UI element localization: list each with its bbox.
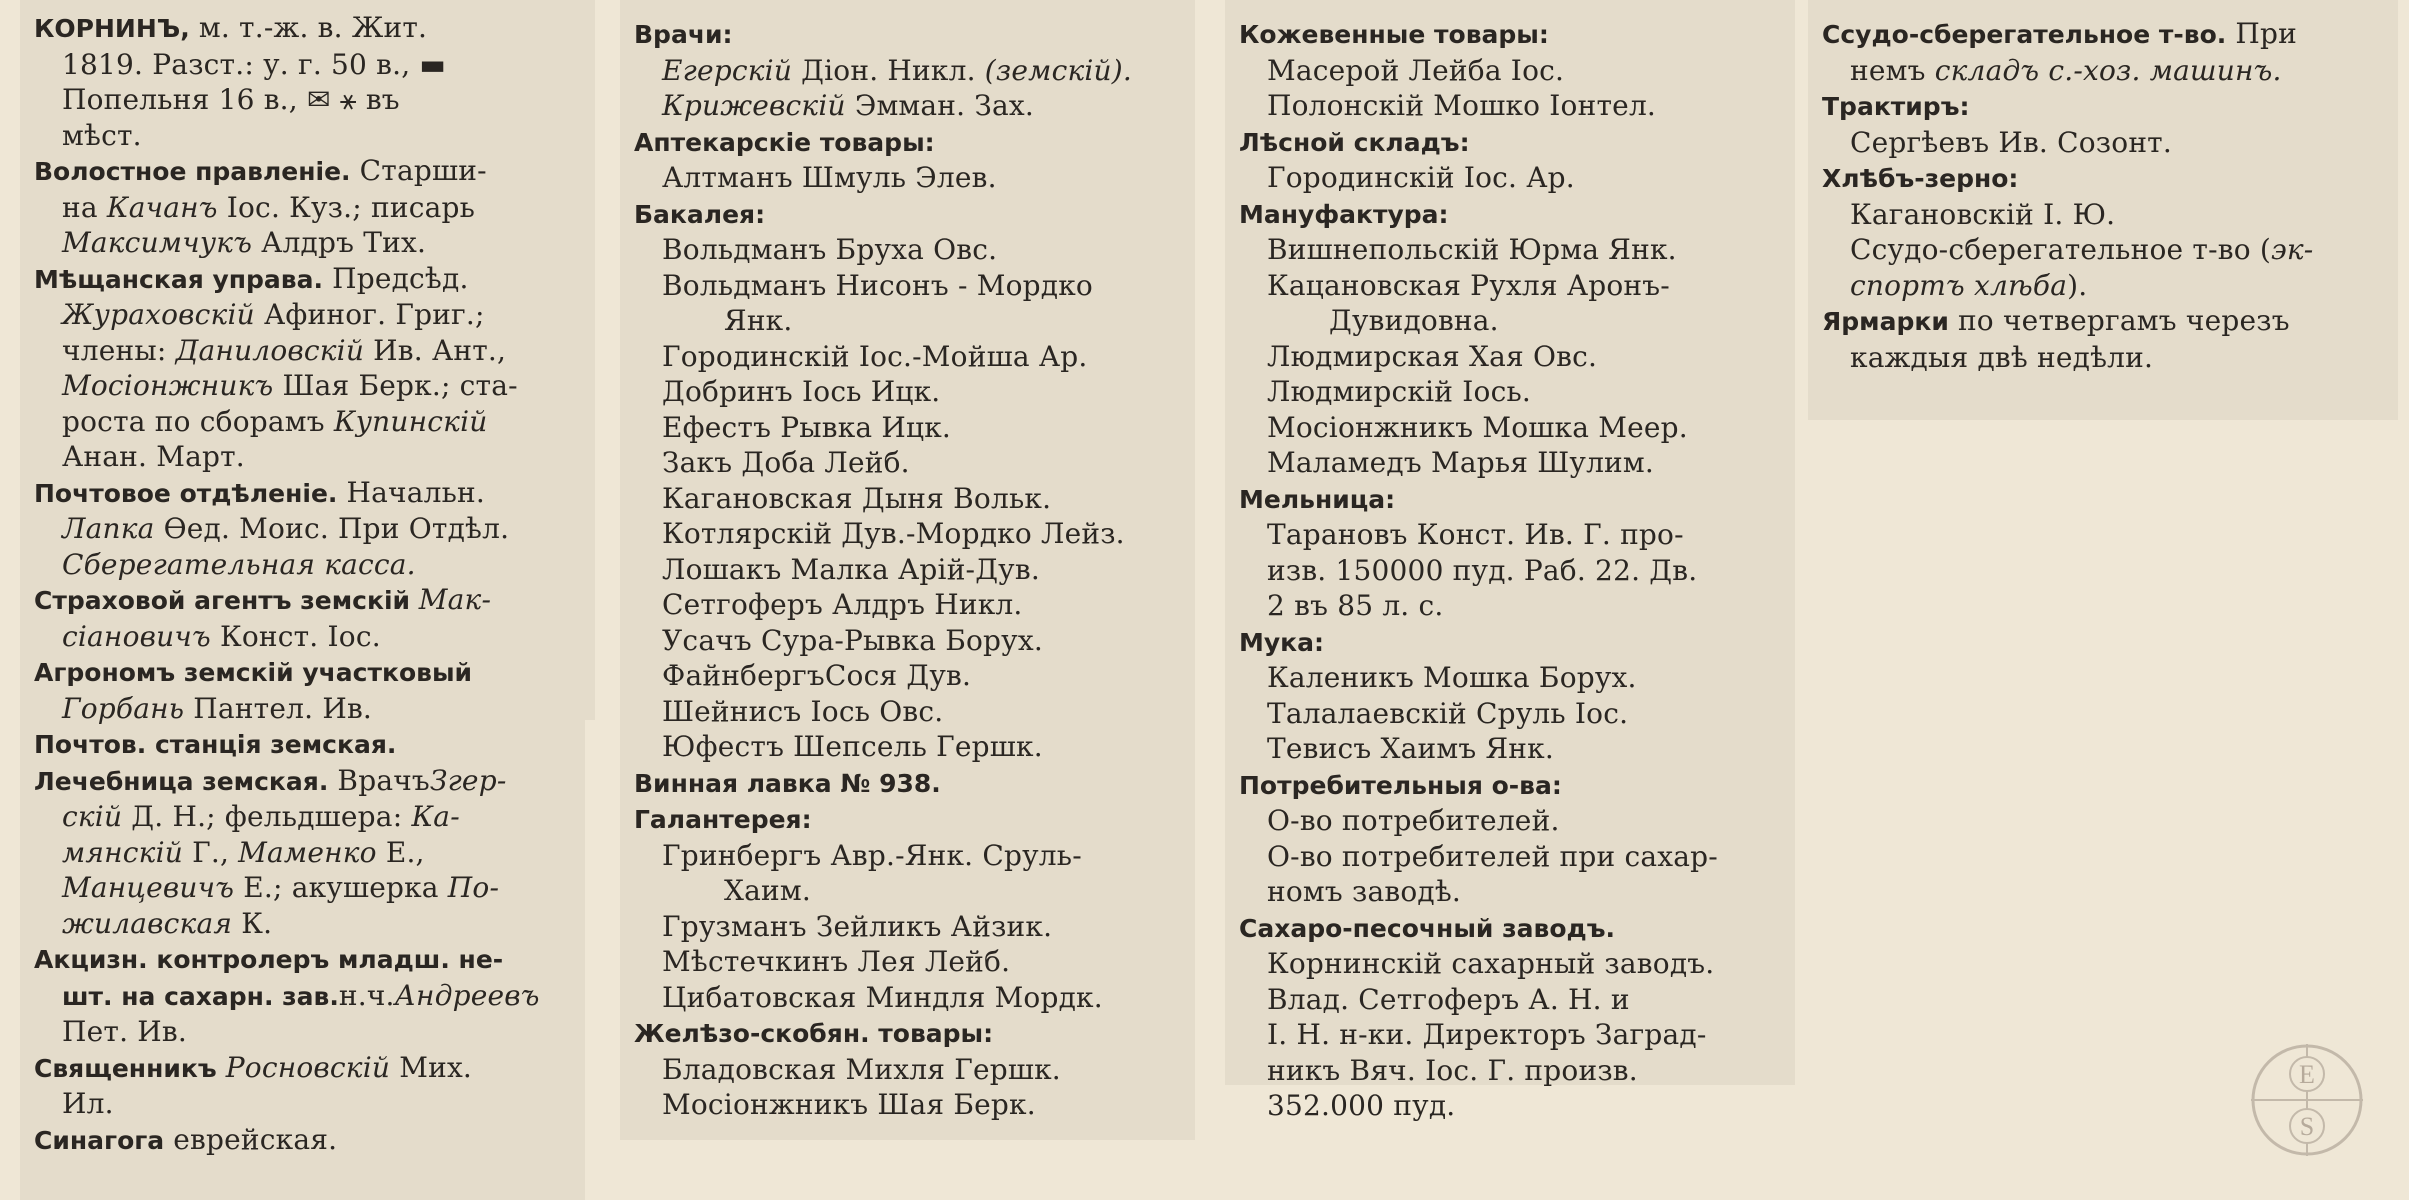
- col3-line: [1239, 410, 1781, 446]
- col4-line: [1822, 340, 2384, 376]
- entry-text: Лапка: [62, 512, 155, 545]
- entry-text: сiановичъ: [62, 619, 211, 653]
- col3-line: [1239, 1053, 1781, 1089]
- entry-text: Згер-: [429, 763, 507, 797]
- entry-heading: Винная лавка № 938.: [634, 768, 941, 798]
- col4-line: [1822, 232, 2384, 268]
- column-2: [620, 0, 1195, 1140]
- col3-line: [1239, 124, 1781, 161]
- entry-text: спортъ хлѣба: [1850, 268, 2068, 302]
- col3-line: [1239, 874, 1781, 910]
- col2-line: [634, 160, 1181, 196]
- stamp-letter-e: E: [2299, 1060, 2315, 1089]
- entry-text: никъ Вяч. Iос. Г. произв.: [1267, 1053, 1638, 1087]
- col1-line: [34, 582, 581, 619]
- entry-text: Шая Берк.; ста-: [273, 369, 518, 402]
- col2-line: [634, 268, 1181, 304]
- col1-line: [34, 190, 581, 226]
- entry-text: Закъ Доба Лейб.: [662, 446, 910, 479]
- entry-text: эк-: [2270, 233, 2314, 266]
- entry-text: Ил.: [62, 1087, 114, 1120]
- entry-text: Цибатовская Миндля Мордк.: [662, 980, 1103, 1014]
- col2-line: [634, 909, 1181, 945]
- entry-text: Мѣстечкинъ Лея Лейб.: [662, 945, 1011, 978]
- entry-heading: Агрономъ земскiй участковый: [34, 658, 473, 687]
- entry-heading: Врачи:: [634, 20, 733, 49]
- col3-line: [1239, 839, 1781, 875]
- col3-line: [1239, 624, 1781, 661]
- col1-line: [34, 47, 581, 83]
- col1-line: [34, 1122, 581, 1159]
- col3-line: [1239, 481, 1781, 518]
- entry-text: складъ с.-хоз. машинъ.: [1934, 53, 2282, 87]
- col3-line: [1239, 53, 1781, 89]
- entry-text: Алдръ Тих.: [252, 226, 427, 259]
- entry-text: По-: [447, 871, 500, 904]
- col2-line: [634, 1052, 1181, 1088]
- col3-line: [1239, 553, 1781, 589]
- entry-text: Добринъ Iось Ицк.: [662, 375, 941, 408]
- col1-line: [34, 619, 581, 655]
- entry-text: Тарановъ Конст. Ив. Г. про-: [1267, 518, 1684, 551]
- entry-text: Людмирскiй Iось.: [1267, 375, 1531, 408]
- entry-text: Юфестъ Шепсель Гершк.: [662, 730, 1043, 763]
- col1-line: [34, 870, 581, 906]
- col1-line: [34, 941, 581, 978]
- entry-text: Мак-: [418, 583, 492, 616]
- entry-text: Сергѣевъ Ив. Созонт.: [1850, 125, 2172, 159]
- col3-line: [1239, 374, 1781, 410]
- entry-text: Шейнисъ Iось Овс.: [662, 694, 944, 728]
- entry-text: Корнинскiй сахарный заводъ.: [1267, 947, 1715, 980]
- entry-heading: Сахаро-песочный заводъ.: [1239, 913, 1616, 943]
- col3-line: [1239, 268, 1781, 304]
- entry-text: каждыя двѣ недѣли.: [1850, 340, 2154, 374]
- col2-line: [634, 410, 1181, 446]
- entry-text: н.ч.: [338, 978, 395, 1012]
- entry-text: Пантел. Ив.: [184, 691, 373, 725]
- entry-text: Влад. Сетгоферъ А. Н. и: [1267, 982, 1630, 1016]
- col3-line: [1239, 982, 1781, 1018]
- entry-text: немъ: [1850, 53, 1935, 87]
- entry-text: Калeникъ Мошка Борух.: [1267, 661, 1637, 694]
- entry-text: Купинскiй: [333, 404, 488, 438]
- entry-text: Гринбергъ Авр.-Янк. Сруль-: [662, 838, 1082, 872]
- entry-text: Городинскiй Iос. Ар.: [1267, 161, 1575, 194]
- entry-text: жилавская: [62, 906, 233, 940]
- entry-heading: Ссудо-сберегательное т-во.: [1822, 20, 2227, 49]
- entry-heading: Бакалея:: [634, 199, 766, 229]
- entry-text: еврейская.: [164, 1122, 338, 1156]
- entry-heading: Аптекарскiе товары:: [634, 127, 935, 157]
- column-4-lines: [1822, 16, 2384, 375]
- entry-text: Маламедъ Марья Шулим.: [1267, 446, 1654, 479]
- col1-line: [34, 511, 581, 547]
- col3-line: [1239, 445, 1781, 481]
- entry-text: Горбань: [62, 691, 185, 725]
- entry-text: Мосiонжникъ Шая Берк.: [662, 1088, 1036, 1121]
- col3-line: [1239, 767, 1781, 804]
- entry-heading: Страховой агентъ земскiй: [34, 586, 419, 615]
- entry-text: Врачъ: [328, 763, 430, 797]
- entry-text: Алтманъ Шмуль Элев.: [662, 161, 997, 194]
- entry-text: Хаим.: [724, 874, 811, 907]
- entry-text: Мих.: [390, 1050, 473, 1084]
- entry-text: изв. 150000 пуд. Раб. 22. Дв.: [1267, 553, 1698, 587]
- entry-text: Даниловскiй: [175, 333, 365, 367]
- entry-heading: Трактиръ:: [1822, 92, 1970, 121]
- col2-line: [634, 694, 1181, 730]
- entry-text: Вольдманъ Бруха Овс.: [662, 233, 998, 266]
- entry-text: Грузманъ Зейликъ Айзик.: [662, 909, 1053, 943]
- col4-line: [1822, 303, 2384, 340]
- entry-heading: Священникъ: [34, 1053, 217, 1083]
- entry-text: Вольдманъ Нисонъ - Мордко: [662, 268, 1093, 302]
- entry-heading: КОРНИНЪ,: [34, 14, 190, 43]
- entry-text: скiй: [62, 800, 123, 833]
- entry-text: Попельня 16 в., ✉ ⚹ въ: [62, 83, 400, 116]
- column-4: [1808, 0, 2398, 420]
- col3-line: [1239, 303, 1781, 339]
- col2-line: [634, 303, 1181, 339]
- entry-text: К.: [232, 906, 273, 940]
- entry-text: Сетгоферъ Алдръ Никл.: [662, 588, 1023, 621]
- col1-line: [34, 1014, 581, 1050]
- entry-text: мѣст.: [62, 118, 142, 152]
- entry-text: Людмирская Хая Овс.: [1267, 339, 1598, 373]
- col3-line: [1239, 910, 1781, 947]
- entry-text: Ѳед. Моис. При Отдѣл.: [154, 512, 510, 545]
- entry-text: Котлярскiй Дув.-Мордко Лейз.: [662, 517, 1125, 550]
- entry-text: Дiон. Никл.: [792, 53, 985, 87]
- col2-line: [634, 339, 1181, 375]
- entry-text: ).: [2067, 268, 2088, 302]
- entry-text: Маменко: [238, 835, 377, 869]
- column-2-lines: [634, 16, 1181, 1123]
- col4-line: [1822, 160, 2384, 197]
- col3-line: [1239, 946, 1781, 982]
- col3-line: [1239, 660, 1781, 696]
- entry-text: Начальн.: [337, 475, 486, 509]
- entry-text: мянскiй: [62, 835, 183, 869]
- col2-line: [634, 196, 1181, 233]
- col2-line: [634, 980, 1181, 1016]
- entry-heading: Мѣщанская управа.: [34, 264, 323, 294]
- col4-line: [1822, 16, 2384, 53]
- entry-text: Вишнепольскiй Юрма Янк.: [1267, 233, 1677, 266]
- col2-line: [634, 623, 1181, 659]
- col3-line: [1239, 517, 1781, 553]
- col2-line: [634, 516, 1181, 552]
- entry-text: м. т.-ж. в. Жит.: [189, 11, 428, 44]
- entry-heading: Волостное правленiе.: [34, 157, 351, 186]
- col1-line: [34, 333, 581, 369]
- col1-line: [34, 835, 581, 871]
- entry-heading: Ярмарки: [1822, 307, 1949, 336]
- col3-line: [1239, 1017, 1781, 1053]
- col2-line: [634, 124, 1181, 161]
- col3-line: [1239, 196, 1781, 233]
- entry-text: Тевисъ Хаимъ Янк.: [1267, 732, 1554, 765]
- entry-heading: Почтовое отдѣленiе.: [34, 478, 338, 508]
- col4-line: [1822, 125, 2384, 161]
- col1-line: [34, 978, 581, 1015]
- entry-text: Предсѣд.: [323, 261, 469, 295]
- entry-heading: Акцизн. контролеръ младш. не-: [34, 945, 504, 974]
- col2-line: [634, 88, 1181, 124]
- col2-line: [634, 552, 1181, 588]
- col4-line: [1822, 88, 2384, 125]
- entry-text: ФайнбергъСося Дув.: [662, 659, 972, 692]
- entry-heading: шт. на сахарн. зав.: [62, 981, 339, 1011]
- entry-text: на: [62, 190, 107, 224]
- entry-text: Андреевъ: [394, 978, 540, 1012]
- col3-line: [1239, 339, 1781, 375]
- col2-line: [634, 1015, 1181, 1052]
- col1-line: [34, 297, 581, 333]
- col1-line: [34, 475, 581, 512]
- entry-text: Ив. Ант.,: [364, 333, 507, 367]
- col2-line: [634, 587, 1181, 623]
- entry-text: Егерскiй: [662, 53, 793, 87]
- entry-text: 352.000 пуд.: [1267, 1089, 1456, 1122]
- col3-line: [1239, 16, 1781, 53]
- entry-text: (земскiй).: [984, 53, 1132, 87]
- entry-text: Бладовская Михля Гершк.: [662, 1052, 1061, 1086]
- entry-text: Качанъ: [106, 190, 218, 224]
- col1-line: [34, 906, 581, 942]
- col1-line: [34, 225, 581, 261]
- col1-line: [34, 368, 581, 404]
- entry-text: Е.,: [376, 835, 425, 869]
- col2-line: [634, 873, 1181, 909]
- col1-line: [34, 1086, 581, 1122]
- col2-line: [634, 16, 1181, 53]
- entry-heading: Мануфактура:: [1239, 199, 1449, 229]
- col2-line: [634, 232, 1181, 268]
- entry-text: Ефестъ Рывка Ицк.: [662, 410, 952, 444]
- entry-text: Крижевскiй: [662, 89, 846, 122]
- entry-text: Максимчукъ: [62, 226, 253, 259]
- col4-line: [1822, 53, 2384, 89]
- col2-line: [634, 481, 1181, 517]
- entry-text: Дувидовна.: [1329, 304, 1499, 337]
- entry-heading: Кожевенные товары:: [1239, 20, 1549, 49]
- col2-line: [634, 838, 1181, 874]
- entry-text: Анан. Март.: [62, 440, 245, 473]
- col3-line: [1239, 160, 1781, 196]
- col1-line: [34, 547, 581, 583]
- entry-heading: Мука:: [1239, 627, 1325, 657]
- entry-text: При: [2226, 17, 2297, 50]
- entry-text: Кагановская Дыня Вольк.: [662, 481, 1052, 515]
- entry-text: Афиног. Григ.;: [254, 298, 485, 331]
- entry-text: Усачъ Сура-Рывка Борух.: [662, 623, 1043, 657]
- entry-text: 1819. Разст.: у. г. 50 в., ▬: [62, 47, 447, 81]
- entry-text: Кацановская Рухля Аронъ-: [1267, 268, 1670, 302]
- entry-heading: Желѣзо-скобян. товары:: [634, 1019, 994, 1048]
- col2-line: [634, 765, 1181, 802]
- entry-text: Мосiонжникъ: [62, 369, 274, 402]
- entry-text: Жураховскiй: [62, 298, 255, 331]
- stamp-letter-s: S: [2299, 1112, 2315, 1141]
- entry-text: Полонскiй Мошко Iонтел.: [1267, 89, 1657, 122]
- entry-text: Росновскiй: [216, 1050, 391, 1084]
- col4-line: [1822, 197, 2384, 233]
- col1-line: [34, 799, 581, 835]
- entry-text: по четвергамъ черезъ: [1948, 304, 2290, 337]
- column-1-lines: [34, 10, 581, 1158]
- entry-text: Кагановскiй I. Ю.: [1850, 197, 2116, 231]
- col2-line: [634, 1087, 1181, 1123]
- col1-line: [34, 1050, 581, 1087]
- entry-heading: Галантерея:: [634, 805, 812, 834]
- col4-line: [1822, 268, 2384, 304]
- col1-line: [34, 153, 581, 190]
- entry-text: О-во потребителей при сахар-: [1267, 839, 1718, 873]
- column-3: [1225, 0, 1795, 1122]
- entry-text: Ка-: [411, 800, 460, 833]
- col1-line: [34, 763, 581, 800]
- entry-heading: Потребительныя о-ва:: [1239, 770, 1562, 800]
- entry-text: Мосiонжникъ Мошка Меер.: [1267, 410, 1688, 444]
- entry-heading: Мельница:: [1239, 484, 1396, 514]
- entry-text: Д. Н.; фельдшера:: [122, 800, 412, 833]
- entry-text: Iос. Куз.; писарь: [217, 190, 476, 224]
- entry-text: роста по сборамъ: [62, 404, 334, 438]
- entry-text: Лошакъ Малка Арiй-Дув.: [662, 552, 1040, 586]
- cut-off-line: [1822, 0, 2384, 16]
- entry-heading: Лечебница земская.: [34, 766, 329, 796]
- col3-line: [1239, 588, 1781, 624]
- col2-line: [634, 729, 1181, 765]
- col2-line: [634, 801, 1181, 838]
- entry-text: 2 въ 85 л. с.: [1267, 589, 1444, 622]
- entry-text: Пет. Ив.: [62, 1015, 187, 1048]
- col2-line: [634, 944, 1181, 980]
- entry-heading: Лѣсной складъ:: [1239, 127, 1470, 157]
- entry-text: Конст. Iос.: [210, 619, 381, 653]
- col1-line: [34, 261, 581, 298]
- col2-line: [634, 445, 1181, 481]
- entry-heading: Синагога: [34, 1125, 165, 1155]
- entry-text: I. Н. н-ки. Директоръ Заград-: [1267, 1018, 1707, 1051]
- col2-line: [634, 53, 1181, 89]
- entry-text: номъ заводѣ.: [1267, 875, 1462, 908]
- entry-text: Эмман. Зах.: [845, 89, 1034, 122]
- entry-text: Масерой Лейба Iос.: [1267, 53, 1565, 87]
- col1-line: [34, 726, 581, 763]
- col1-line: [34, 691, 581, 727]
- entry-text: Сберегательная касса.: [62, 547, 416, 581]
- col1-line: [34, 10, 581, 47]
- col3-line: [1239, 88, 1781, 124]
- col3-line: [1239, 731, 1781, 767]
- entry-heading: Почтов. станцiя земская.: [34, 730, 397, 759]
- entry-text: Янк.: [724, 304, 793, 337]
- column-3-lines: [1239, 16, 1781, 1124]
- entry-text: Г.,: [183, 835, 239, 869]
- col3-line: [1239, 232, 1781, 268]
- cut-off-line: [1239, 0, 1781, 16]
- entry-text: Ссудо-сберегательное т-во (: [1850, 233, 2271, 266]
- column-1: [20, 0, 595, 1200]
- col2-line: [634, 374, 1181, 410]
- col1-line: [34, 654, 581, 691]
- col3-line: [1239, 1088, 1781, 1124]
- col1-line: [34, 82, 581, 118]
- col1-line: [34, 404, 581, 440]
- entry-text: Старши-: [350, 154, 487, 187]
- entry-text: Талалаевскiй Сруль Iос.: [1267, 696, 1629, 730]
- entry-text: О-во потребителей.: [1267, 804, 1560, 837]
- col1-line: [34, 439, 581, 475]
- col3-line: [1239, 803, 1781, 839]
- col2-line: [634, 658, 1181, 694]
- col1-line: [34, 118, 581, 154]
- entry-text: Городинскiй Iос.-Мойша Ар.: [662, 339, 1088, 373]
- page-background-patch: [585, 720, 615, 1200]
- entry-text: члены:: [62, 333, 176, 367]
- entry-heading: Хлѣбъ-зерно:: [1822, 164, 2019, 193]
- entry-text: Е.; акушерка: [234, 871, 448, 904]
- cut-off-line: [634, 0, 1181, 16]
- es-watermark-logo: [2247, 1040, 2367, 1160]
- entry-text: Манцевичъ: [62, 871, 235, 904]
- col3-line: [1239, 696, 1781, 732]
